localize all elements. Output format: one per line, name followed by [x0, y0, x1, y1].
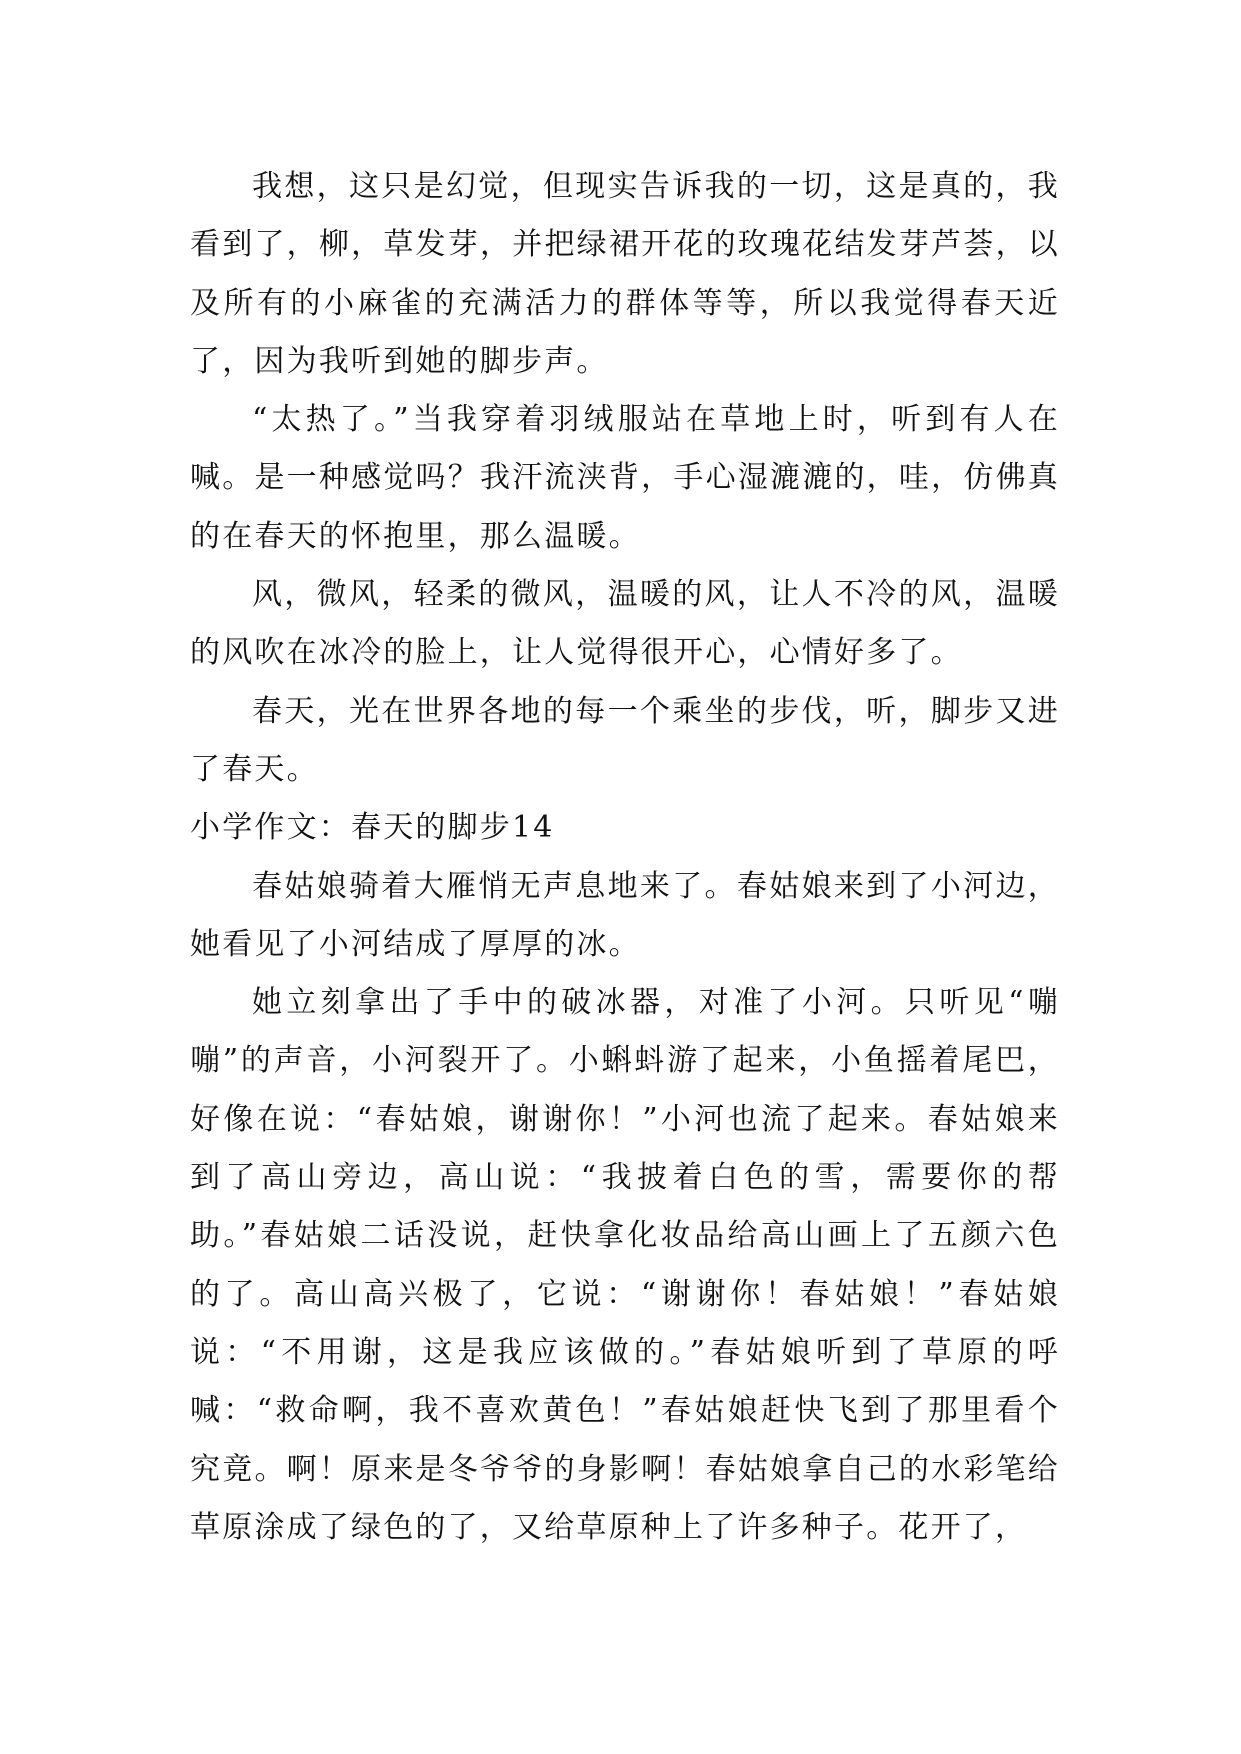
paragraph-5: 春姑娘骑着大雁悄无声息地来了。春姑娘来到了小河边，她看见了小河结成了厚厚的冰。: [190, 868, 1060, 962]
paragraph-2: “太热了。”当我穿着羽绒服站在草地上时，听到有人在喊。是一种感觉吗？我汗流浃背，手心湿漉漉的，哇，仿佛真的在春天的怀抱里，那么温暖。: [190, 402, 1060, 554]
paragraph-6: 她立刻拿出了手中的破冰器，对准了小河。只听见“嘣嘣”的声音，小河裂开了。小蝌蚪游了起来，小鱼摇着尾巴，好像在说：“春姑娘，谢谢你！”小河也流了起来。春姑娘来到了高山旁边，高山说：“我披着白色的雪，需要你的帮助。”春姑娘二话没说，赶快拿化妆品给高山画上了五颜六色的了。高山高兴极了，它说：“谢谢你！春姑娘！”春姑娘说：“不用谢，这是我应该做的。”春姑娘听到了草原的呼喊：“救命啊，我不喜欢黄色！”春姑娘赶快飞到了那里看个究竟。啊！原来是冬爷爷的身影啊！春姑娘拿自己的水彩笔给草原涂成了绿色的了，又给草原种上了许多种子。花开了，: [190, 985, 1060, 1545]
paragraph-3: 风，微风，轻柔的微风，温暖的风，让人不冷的风，温暖的风吹在冰冷的脸上，让人觉得很开心，心情好多了。: [190, 577, 1060, 671]
section-heading: 小学作文：春天的脚步14: [190, 810, 555, 846]
document-body: [190, 158, 1060, 1557]
paragraph-4: 春天，光在世界各地的每一个乘坐的步伐，听，脚步又进了春天。: [190, 693, 1060, 787]
paragraph-1: 我想，这只是幻觉，但现实告诉我的一切，这是真的，我看到了，柳，草发芽，并把绿裙开花的玫瑰花结发芽芦荟，以及所有的小麻雀的充满活力的群体等等，所以我觉得春天近了，因为我听到她的脚步声。: [190, 169, 1060, 379]
